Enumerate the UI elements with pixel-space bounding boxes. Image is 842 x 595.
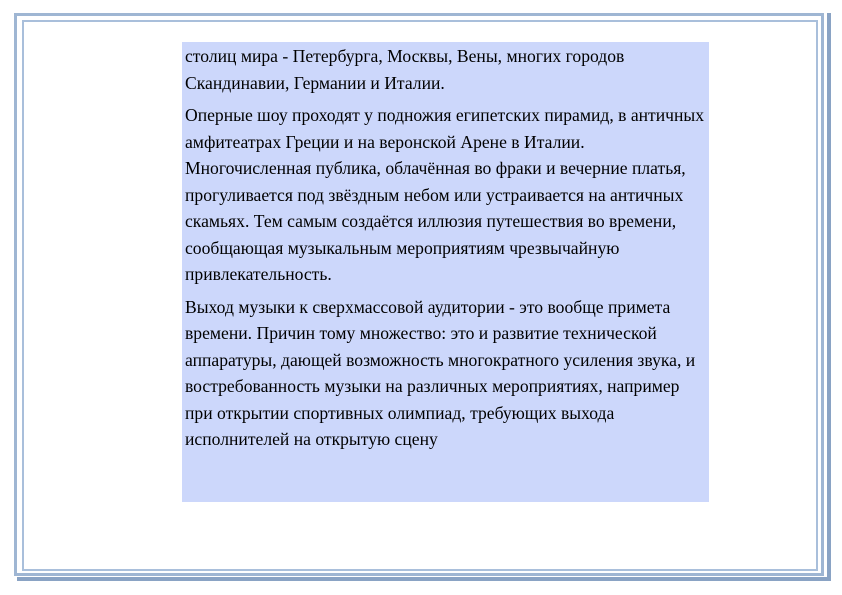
frame-shadow-bottom — [17, 577, 831, 581]
paragraph-1: столиц мира - Петербурга, Москвы, Вены, многих городов Скандинавии, Германии и Италии. — [185, 46, 625, 93]
frame-shadow-right — [827, 13, 831, 581]
text-block — [182, 42, 709, 502]
paragraph-3: Выход музыки к сверхмассовой аудитории - это вообще примета времени. Причин тому множество: это и развитие технической аппаратуры, дающей возможность многократного усиления звука, и востребованность музыки на различных мероприятиях, например при открытии спортивных олимпиад, требующих выхода исполнителей на открытую сцену — [185, 296, 696, 449]
paragraph-2: Оперные шоу проходят у подножия египетских пирамид, в античных амфитеатрах Греции и на веронской Арене в Италии. Многочисленная публика, облачённая во фраки и вечерние платья, прогуливается под звёздным небом или устраивается на античных скамьях. Тем самым создаётся иллюзия путешествия во времени, сообщающая музыкальным мероприятиям чрезвычайную привлекательность. — [185, 105, 705, 284]
